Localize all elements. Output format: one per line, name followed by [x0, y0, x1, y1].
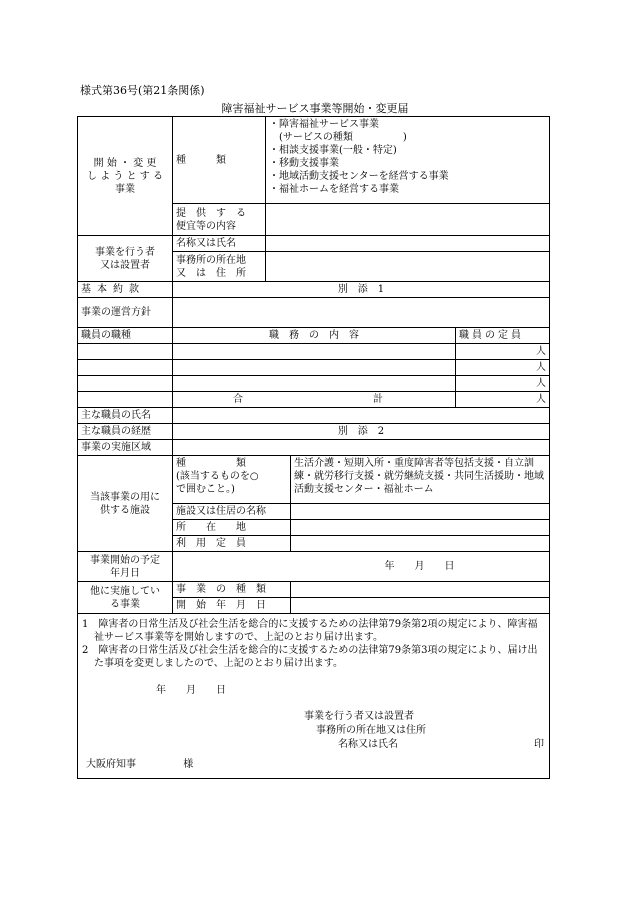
- staff-duty-cell[interactable]: [173, 344, 456, 360]
- basic-terms-value: 別 添 1: [173, 282, 550, 298]
- office-address-label: 事務所の所在地又は住所: [316, 725, 426, 736]
- sec2-label: 事業を行う者 又は設置者: [78, 236, 173, 282]
- sec2-addr-field[interactable]: [266, 252, 550, 282]
- staff-total-blank: [78, 392, 173, 408]
- area-field[interactable]: [173, 440, 550, 456]
- other-kind-field[interactable]: [291, 582, 550, 598]
- sec1-benefit-label: 提 供 す る 便宜等の内容: [173, 204, 266, 236]
- operator-name-label: 名称又は氏名: [338, 739, 398, 750]
- staff-capacity-header: 職員の定員: [456, 328, 550, 344]
- facility-kind-options[interactable]: 生活介護・短期入所・重度障害者等包括支援・自立訓練・就労移行支援・就労継続支援・共同生活援助・地域活動支援センター・福祉ホーム: [291, 456, 550, 504]
- sec1-kind-options[interactable]: ・障害福祉サービス事業 (サービスの種類 ) ・相談支援事業(一般・特定) ・移動支援事業 ・地域活動支援センターを経営する事業 ・福祉ホームを経営する事業: [266, 117, 550, 204]
- declaration-date[interactable]: 年 月 日: [156, 685, 226, 696]
- sec1-label: 開 始 ・ 変 更 し よ う と す る 事業: [78, 117, 173, 236]
- declaration-block: [78, 614, 550, 779]
- notification-form-table: [77, 116, 550, 779]
- honorific: 様: [183, 759, 194, 770]
- staff-capacity-cell[interactable]: 人: [456, 376, 550, 392]
- facility-name-field[interactable]: [291, 504, 550, 520]
- facility-name-label: 施設又は住居の名称: [173, 504, 291, 520]
- staff-capacity-cell[interactable]: 人: [456, 344, 550, 360]
- sec2-name-label: 名称又は氏名: [173, 236, 266, 252]
- schedule-label: 事業開始の予定 年月日: [78, 552, 173, 582]
- form-number: 様式第36号(第21条関係): [80, 84, 205, 97]
- operator-label: 事業を行う者又は設置者: [304, 711, 414, 722]
- governor-label: 大阪府知事: [86, 759, 136, 770]
- area-label: 事業の実施区域: [78, 440, 173, 456]
- staff-job-cell[interactable]: [78, 376, 173, 392]
- sec2-name-field[interactable]: [266, 236, 550, 252]
- policy-field[interactable]: [173, 298, 550, 328]
- schedule-date-field[interactable]: 年 月 日: [173, 552, 550, 582]
- staff-duty-header: 職 務 の 内 容: [173, 328, 456, 344]
- facility-location-field[interactable]: [291, 520, 550, 536]
- career-label: 主な職員の経歴: [78, 424, 173, 440]
- sec1-kind-label: 種 類: [173, 117, 266, 204]
- basic-terms-label: 基本約款: [78, 282, 173, 298]
- facility-label: 当該事業の用に 供する施設: [78, 456, 173, 552]
- staff-total-capacity[interactable]: 人: [456, 392, 550, 408]
- other-start-date-label: 開 始 年 月 日: [173, 598, 291, 614]
- career-value: 別 添 2: [173, 424, 550, 440]
- sec2-addr-label: 事務所の所在地 又 は 住 所: [173, 252, 266, 282]
- other-kind-label: 事 業 の 種 類: [173, 582, 291, 598]
- staff-duty-cell[interactable]: [173, 360, 456, 376]
- facility-capacity-field[interactable]: [291, 536, 550, 552]
- main-staff-names-label: 主な職員の氏名: [78, 408, 173, 424]
- declaration-note-1: 1 障害者の日常生活及び社会生活を総合的に支援するための法律第79条第2項の規定により、障害福祉サービス事業等を開始しますので、上記のとおり届け出ます。: [82, 619, 538, 643]
- declaration-note-2: 2 障害者の日常生活及び社会生活を総合的に支援するための法律第79条第3項の規定により、届け出た事項を変更しましたので、上記のとおり届け出ます。: [82, 645, 538, 669]
- policy-label: 事業の運営方針: [78, 298, 173, 328]
- staff-total-label: 合 計: [173, 392, 456, 408]
- staff-job-cell[interactable]: [78, 344, 173, 360]
- staff-job-cell[interactable]: [78, 360, 173, 376]
- seal-mark: 印: [534, 739, 544, 750]
- form-title: 障害福祉サービス事業等開始・変更届: [221, 102, 409, 115]
- main-staff-names-field[interactable]: [173, 408, 550, 424]
- staff-capacity-cell[interactable]: 人: [456, 360, 550, 376]
- sec1-benefit-field[interactable]: [266, 204, 550, 236]
- facility-location-label: 所 在 地: [173, 520, 291, 536]
- staff-job-header: 職員の職種: [78, 328, 173, 344]
- staff-duty-cell[interactable]: [173, 376, 456, 392]
- facility-capacity-label: 利 用 定 員: [173, 536, 291, 552]
- other-business-label: 他に実施してい る事業: [78, 582, 173, 614]
- other-start-date-field[interactable]: [291, 598, 550, 614]
- facility-kind-label: 種 類 (該当するものを○ で囲むこと。): [173, 456, 291, 504]
